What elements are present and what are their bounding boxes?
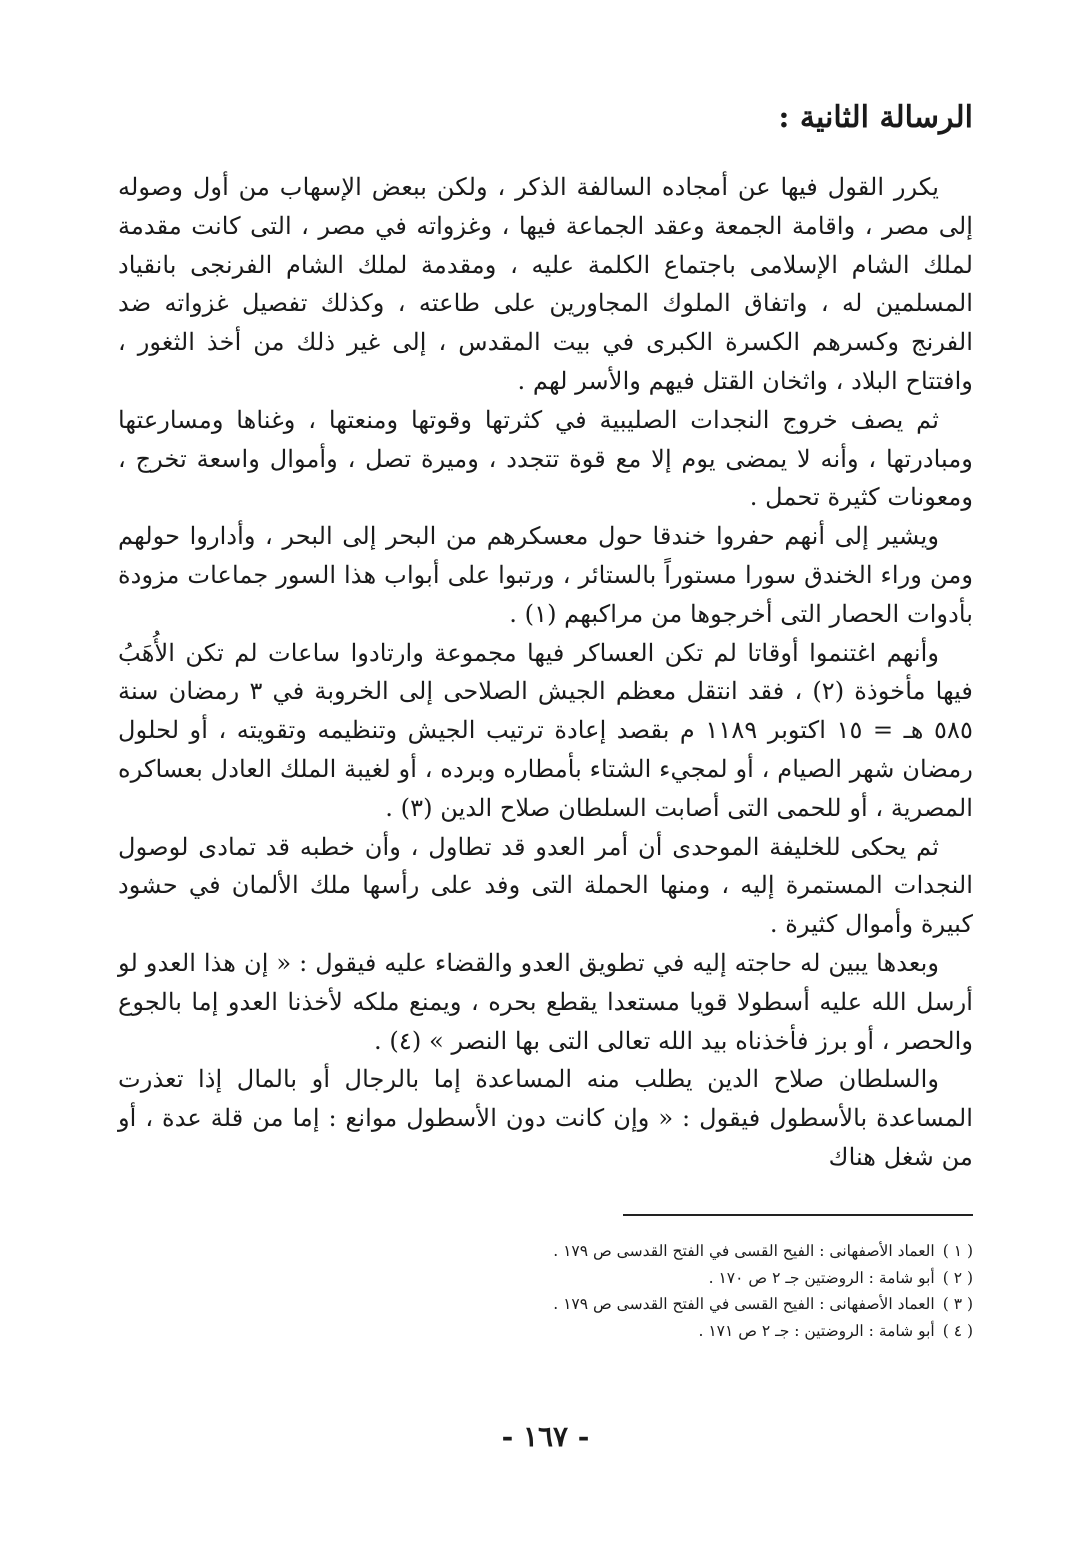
page-number: - ١٦٧ - bbox=[501, 1420, 590, 1453]
section-heading: الرسالة الثانية : bbox=[778, 100, 973, 135]
footnote-number: ( ٤ ) bbox=[942, 1321, 973, 1340]
footnote-text: العماد الأصفهانى : الفيح القسى في الفتح القدسى ص ١٧٩ . bbox=[553, 1295, 935, 1313]
paragraph: والسلطان صلاح الدين يطلب منه المساعدة إما بالرجال أو بالمال إذا تعذرت المساعدة بالأسطول فيقول : « وإن كانت دون الأسطول موانع : إما من قلة عدة ، أو من شغل هناك bbox=[118, 1065, 973, 1171]
footnote-divider bbox=[623, 1214, 973, 1216]
body-text bbox=[118, 168, 973, 1177]
footnote-number: ( ١ ) bbox=[942, 1242, 973, 1260]
footnote-item bbox=[118, 1238, 973, 1265]
paragraph: يكرر القول فيها عن أمجاده السالفة الذكر ، ولكن ببعض الإسهاب من أول وصوله إلى مصر ، واقامة الجمعة وعقد الجماعة فيها ، وغزواته في مصر ، التى كانت مقدمة لملك الشام الإسلامى باجتماع الكلمة عليه ، ومقدمة لملك الشام الفرنجى بانقياد المسلمين له ، واتفاق الملوك المجاورين على طاعته ، وكذلك تفصيل غزواته ضد الفرنج وكسرهم الكسرة الكبرى في بيت المقدس ، إلى غير ذلك من أخذ الثغور ، وافتتاح البلاد ، واثخان القتل فيهم والأسر لهم . bbox=[118, 173, 973, 395]
footnote-item bbox=[118, 1291, 973, 1318]
footnotes bbox=[118, 1238, 973, 1344]
footnote-text: العماد الأصفهانى : الفيح القسى في الفتح القدسى ص ١٧٩ . bbox=[553, 1242, 935, 1260]
paragraph: ثم يحكى للخليفة الموحدى أن أمر العدو قد تطاول ، وأن خطبه قد تمادى لوصول النجدات المستمرة إليه ، ومنها الحملة التى وفد على رأسها ملك الألمان في حشود كبيرة وأموال كثيرة . bbox=[118, 832, 973, 939]
footnote-text: أبو شامة : الروضتين : جـ ٢ ص ١٧١ . bbox=[698, 1321, 935, 1340]
paragraph: ثم يصف خروج النجدات الصليبية في كثرتها وقوتها ومنعتها ، وغناها ومسارعتها ومبادرتها ، وأنه لا يمضى يوم إلا مع قوة تتجدد ، وميرة تصل ، وأموال واسعة تخرج ، ومعونات كثيرة تحمل . bbox=[118, 405, 973, 512]
paragraph: ويشير إلى أنهم حفروا خندقا حول معسكرهم من البحر إلى البحر ، وأداروا حولهم ومن وراء الخندق سورا مستوراً بالستائر ، ورتبوا على أبواب هذا السور جماعات مزودة بأدوات الحصار التى أخرجوها من مراكبهم (١) . bbox=[118, 522, 973, 628]
paragraph: وأنهم اغتنموا أوقاتا لم تكن العساكر فيها مجموعة وارتادوا ساعات لم تكن الأُهَبُ فيها مأخوذة (٢) ، فقد انتقل معظم الجيش الصلاحى إلى الخروبة في ٣ رمضان سنة ٥٨٥ هـ = ١٥ اكتوبر ١١٨٩ م بقصد إعادة ترتيب الجيش وتنظيمه وتقويته ، أو لحلول رمضان شهر الصيام ، أو لمجيء الشتاء بأمطاره وبرده ، أو لغيبة الملك العادل بعساكره المصرية ، أو للحمى التى أصابت السلطان صلاح الدين (٣) . bbox=[118, 638, 973, 822]
paragraph: وبعدها يبين له حاجته إليه في تطويق العدو والقضاء عليه فيقول : « إن هذا العدو لو أرسل الله عليه أسطولا قويا مستعدا يقطع بحره ، ويمنع ملكه لأخذنا العدو إما بالجوع والحصر ، أو برز فأخذناه بيد الله تعالى التى بها النصر » (٤) . bbox=[118, 948, 973, 1055]
footnote-number: ( ٣ ) bbox=[942, 1295, 973, 1313]
footnote-text: أبو شامة : الروضتين جـ ٢ ص ١٧٠ . bbox=[708, 1268, 935, 1287]
footnote-number: ( ٢ ) bbox=[942, 1268, 973, 1287]
footnote-item bbox=[118, 1318, 973, 1345]
footnote-item bbox=[118, 1265, 973, 1292]
